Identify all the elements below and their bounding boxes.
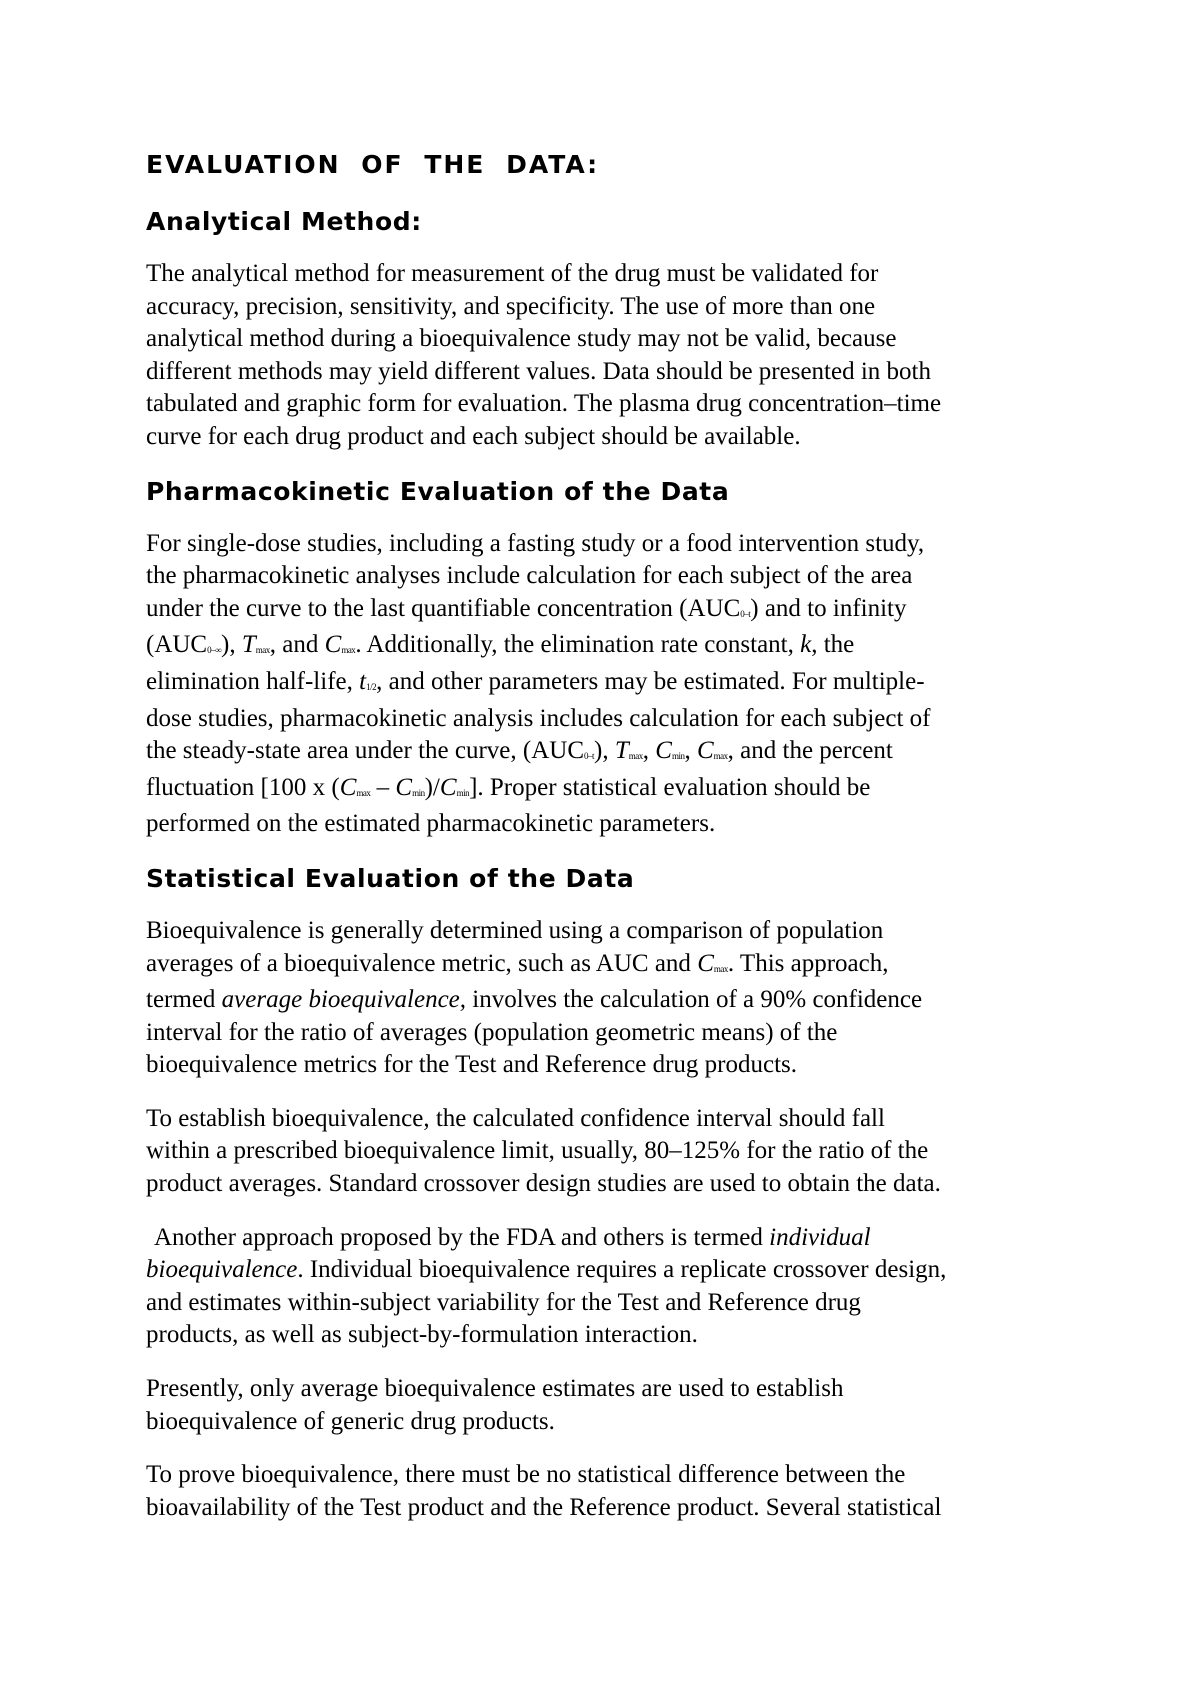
text-run: involves the calculation of a 90% confidence xyxy=(466,986,923,1014)
text-line: For single-dose studies, including a fasting study or a food intervention study, xyxy=(146,529,925,557)
text-line: accuracy, precision, sensitivity, and specificity. The use of more than one xyxy=(146,292,876,320)
text-line xyxy=(146,948,1086,985)
text-line: the pharmacokinetic analyses include calculation for each subject of the area xyxy=(146,562,913,590)
text-run: elimination half-life, xyxy=(146,667,360,695)
text-run: under the curve to the last quantifiable concentration (AUC xyxy=(146,594,741,622)
text-run: . Additionally, the elimination rate constant, xyxy=(355,631,801,659)
text-line: performed on the estimated pharmacokinetic parameters. xyxy=(146,810,716,838)
subscript: max xyxy=(255,645,270,656)
text-run: the steady-state area under the curve, (AUC xyxy=(146,737,585,765)
text-line: To prove bioequivalence, there must be no statistical difference between the xyxy=(146,1461,906,1489)
emphasis: bioequivalence xyxy=(146,1256,298,1284)
emphasis: average bioequivalence, xyxy=(221,986,467,1014)
text-run: . This approach, xyxy=(727,949,889,977)
document-page xyxy=(146,148,1086,1545)
text-line: bioavailability of the Test product and the Reference product. Several statistical xyxy=(146,1493,942,1521)
paragraph-statistical-3 xyxy=(146,1222,1086,1352)
paragraph-statistical-4 xyxy=(146,1373,1086,1438)
emphasis: individual xyxy=(769,1223,871,1251)
page-title: EVALUATION OF THE DATA: xyxy=(146,150,600,179)
variable: t xyxy=(359,667,367,695)
text-line: different methods may yield different values. Data should be presented in both xyxy=(146,357,931,385)
section-heading-pharmacokinetic: Pharmacokinetic Evaluation of the Data xyxy=(146,476,730,506)
text-run: ), xyxy=(221,631,242,659)
text-line: products, as well as subject-by-formulation interaction. xyxy=(146,1321,698,1349)
text-run: , and xyxy=(269,631,325,659)
subscript: 0–t xyxy=(584,751,595,762)
variable: T xyxy=(614,737,629,765)
text-run: ) and to infinity xyxy=(750,594,907,622)
text-line: product averages. Standard crossover design studies are used to obtain the data. xyxy=(146,1170,941,1198)
subscript: min xyxy=(671,751,685,762)
text-line xyxy=(146,984,1086,1017)
paragraph-statistical-2 xyxy=(146,1103,1086,1201)
variable: C xyxy=(696,737,714,765)
text-run: – xyxy=(370,773,396,801)
variable: C xyxy=(395,773,413,801)
text-line: interval for the ratio of averages (population geometric means) of the xyxy=(146,1018,838,1046)
paragraph-statistical-1 xyxy=(146,915,1086,1082)
subscript: max xyxy=(713,963,728,974)
variable: k xyxy=(800,631,812,659)
text-line: curve for each drug product and each subject should be available. xyxy=(146,422,801,450)
subscript: max xyxy=(341,645,356,656)
subscript: 1/2 xyxy=(366,681,377,692)
text-run: fluctuation [100 x ( xyxy=(146,773,340,801)
text-run: . Individual bioequivalence requires a replicate crossover design, xyxy=(297,1256,947,1284)
subscript: max xyxy=(628,751,643,762)
text-line: tabulated and graphic form for evaluation. The plasma drug concentration–time xyxy=(146,390,942,418)
paragraph-analytical xyxy=(146,258,1086,454)
text-run: , and the percent xyxy=(727,737,893,765)
text-run: averages of a bioequivalence metric, such as AUC and xyxy=(146,949,698,977)
text-line xyxy=(146,629,1086,666)
subscript: max xyxy=(713,751,728,762)
variable: C xyxy=(339,773,357,801)
variable: C xyxy=(655,737,672,765)
paragraph-pharmacokinetic xyxy=(146,528,1086,841)
paragraph-statistical-5 xyxy=(146,1459,1086,1524)
section-heading-statistical: Statistical Evaluation of the Data xyxy=(146,863,635,893)
text-line: bioequivalence metrics for the Test and Reference drug products. xyxy=(146,1051,798,1079)
variable: T xyxy=(241,631,256,659)
text-run: , and other parameters may be estimated. For multiple- xyxy=(376,667,925,695)
subscript: min xyxy=(412,787,425,798)
text-line: Bioequivalence is generally determined using a comparison of population xyxy=(146,916,884,944)
text-line xyxy=(146,1222,1086,1255)
text-line: The analytical method for measurement of the drug must be validated for xyxy=(146,260,879,287)
section-heading-analytical: Analytical Method: xyxy=(146,207,422,236)
text-line xyxy=(146,772,1086,809)
subscript: min xyxy=(456,787,470,798)
subscript: 0–t xyxy=(740,608,751,619)
subscript: max xyxy=(356,787,371,798)
text-line xyxy=(146,593,1086,630)
text-line: Presently, only average bioequivalence estimates are used to establish xyxy=(146,1375,844,1403)
text-run: )/ xyxy=(424,773,440,801)
text-line: To establish bioequivalence, the calculated confidence interval should fall xyxy=(146,1104,885,1132)
text-run: (AUC xyxy=(146,631,208,659)
text-run: termed xyxy=(146,986,222,1014)
text-line: dose studies, pharmacokinetic analysis includes calculation for each subject of xyxy=(146,704,931,732)
text-run: ), xyxy=(594,737,615,765)
text-run: ]. Proper statistical evaluation should be xyxy=(469,773,871,801)
text-run: , xyxy=(642,737,656,765)
text-line xyxy=(146,1254,1086,1287)
text-run: , xyxy=(684,737,697,765)
text-line: within a prescribed bioequivalence limit, usually, 80–125% for the ratio of the xyxy=(146,1137,929,1165)
text-line: bioequivalence of generic drug products. xyxy=(146,1407,555,1435)
text-run: , the xyxy=(811,631,855,659)
text-line: and estimates within-subject variability for the Test and Reference drug xyxy=(146,1288,861,1316)
text-line: analytical method during a bioequivalence study may not be valid, because xyxy=(146,325,897,353)
variable: C xyxy=(439,773,457,801)
text-line xyxy=(146,666,1086,703)
subscript: 0–∞ xyxy=(207,645,222,656)
variable: C xyxy=(324,631,342,659)
variable: C xyxy=(697,949,714,977)
text-line xyxy=(146,735,1086,772)
text-run: Another approach proposed by the FDA and others is termed xyxy=(154,1223,770,1251)
